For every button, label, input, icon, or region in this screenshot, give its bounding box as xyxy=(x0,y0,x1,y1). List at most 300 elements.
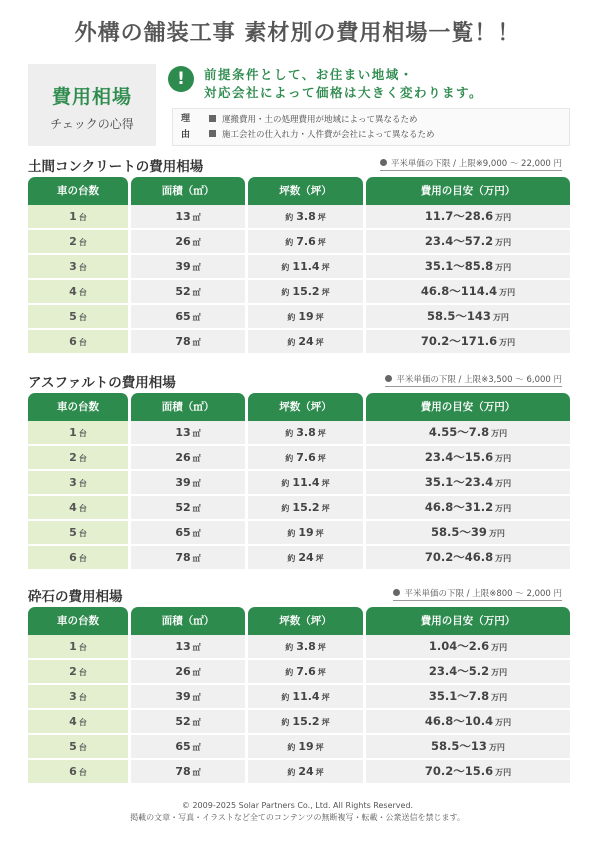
area-unit: ㎡ xyxy=(192,454,201,463)
car-count: 5 xyxy=(69,740,77,753)
reason-panel xyxy=(172,108,570,146)
cost-unit: 万円 xyxy=(495,213,512,222)
bullet-dot-icon xyxy=(380,159,387,166)
approx-prefix: 約 xyxy=(287,743,296,752)
table-row xyxy=(28,496,570,521)
table-cell xyxy=(28,546,128,569)
cost-range: 35.1〜7.8 xyxy=(428,689,490,703)
car-count: 3 xyxy=(69,260,77,273)
car-unit: 台 xyxy=(78,454,87,463)
table-row xyxy=(28,280,570,305)
table-cell xyxy=(28,205,128,228)
tsubo-unit: 坪 xyxy=(321,504,330,513)
table-cell xyxy=(28,635,128,658)
reason-item xyxy=(209,113,435,128)
table-header-cell: 坪数（坪） xyxy=(248,393,363,421)
area-unit: ㎡ xyxy=(192,429,201,438)
tsubo-unit: 坪 xyxy=(321,718,330,727)
table-cell xyxy=(366,446,570,469)
car-unit: 台 xyxy=(78,313,87,322)
table-header-cell: 費用の目安（万円） xyxy=(366,177,570,205)
cost-range: 23.4〜15.6 xyxy=(424,450,494,464)
tsubo-value: 15.2 xyxy=(292,285,320,298)
cost-range: 35.1〜23.4 xyxy=(424,475,494,489)
cost-range: 70.2〜15.6 xyxy=(424,764,494,778)
area-value: 65 xyxy=(175,310,191,323)
reason-text: 施工会社の仕入れ力・人件費が会社によって異なるため xyxy=(222,130,435,140)
cost-unit: 万円 xyxy=(491,693,508,702)
table-cell xyxy=(366,660,570,683)
area-unit: ㎡ xyxy=(192,718,201,727)
tsubo-unit: 坪 xyxy=(315,768,324,777)
table-cell xyxy=(131,471,245,494)
area-value: 26 xyxy=(175,235,191,248)
cost-unit: 万円 xyxy=(492,313,509,322)
table-cell xyxy=(131,660,245,683)
car-count: 6 xyxy=(69,765,77,778)
cost-unit: 万円 xyxy=(495,504,512,513)
car-unit: 台 xyxy=(78,554,87,563)
tsubo-unit: 坪 xyxy=(315,554,324,563)
approx-prefix: 約 xyxy=(285,454,294,463)
table-row xyxy=(28,471,570,496)
area-unit: ㎡ xyxy=(192,668,201,677)
table-cell xyxy=(131,446,245,469)
table-row xyxy=(28,205,570,230)
table-header-row xyxy=(28,177,570,205)
table-cell xyxy=(248,446,363,469)
table-cell xyxy=(131,710,245,733)
table-row xyxy=(28,521,570,546)
price-table xyxy=(28,393,570,571)
tsubo-value: 3.8 xyxy=(296,640,316,653)
tsubo-value: 19 xyxy=(298,740,314,753)
approx-prefix: 約 xyxy=(285,668,294,677)
intro-heading-line: 前提条件として、お住まい地域・ xyxy=(204,67,414,82)
cost-unit: 万円 xyxy=(499,288,516,297)
unit-price-note-text: 平米単価の下限 / 上限※9,000 〜 22,000 円 xyxy=(390,159,562,169)
tsubo-value: 24 xyxy=(298,765,314,778)
car-count: 5 xyxy=(69,310,77,323)
area-value: 39 xyxy=(175,690,191,703)
table-cell xyxy=(366,685,570,708)
table-row xyxy=(28,760,570,785)
approx-prefix: 約 xyxy=(281,288,290,297)
area-unit: ㎡ xyxy=(192,313,201,322)
approx-prefix: 約 xyxy=(281,479,290,488)
area-unit: ㎡ xyxy=(192,263,201,272)
car-unit: 台 xyxy=(78,263,87,272)
area-value: 65 xyxy=(175,526,191,539)
area-unit: ㎡ xyxy=(192,479,201,488)
bullet-dot-icon xyxy=(385,375,392,382)
car-unit: 台 xyxy=(78,643,87,652)
tsubo-value: 19 xyxy=(298,310,314,323)
car-count: 2 xyxy=(69,235,77,248)
area-value: 26 xyxy=(175,665,191,678)
tsubo-value: 11.4 xyxy=(292,260,320,273)
table-header-row xyxy=(28,607,570,635)
section-title: アスファルトの費用相場 xyxy=(28,375,176,391)
table-cell xyxy=(248,330,363,353)
table-cell xyxy=(366,230,570,253)
unit-price-note xyxy=(380,157,562,171)
approx-prefix: 約 xyxy=(281,693,290,702)
table-cell xyxy=(28,330,128,353)
area-unit: ㎡ xyxy=(192,238,201,247)
intro-badge xyxy=(28,64,156,146)
table-cell xyxy=(131,305,245,328)
approx-prefix: 約 xyxy=(287,554,296,563)
copyright: © 2009-2025 Solar Partners Co., Ltd. All Rights Reserved. xyxy=(181,801,414,810)
car-count: 3 xyxy=(69,476,77,489)
tsubo-unit: 坪 xyxy=(321,693,330,702)
cost-unit: 万円 xyxy=(488,529,505,538)
cost-unit: 万円 xyxy=(495,454,512,463)
cost-range: 46.8〜114.4 xyxy=(420,284,498,298)
table-cell xyxy=(28,230,128,253)
tsubo-value: 3.8 xyxy=(296,426,316,439)
area-value: 52 xyxy=(175,501,191,514)
table-row xyxy=(28,735,570,760)
table-cell xyxy=(366,255,570,278)
table-cell xyxy=(131,255,245,278)
cost-range: 70.2〜46.8 xyxy=(424,550,494,564)
table-header-cell: 坪数（坪） xyxy=(248,177,363,205)
cost-range: 58.5〜143 xyxy=(427,309,491,323)
approx-prefix: 約 xyxy=(287,313,296,322)
area-value: 39 xyxy=(175,260,191,273)
car-unit: 台 xyxy=(78,718,87,727)
unit-price-note xyxy=(393,587,562,601)
tsubo-value: 24 xyxy=(298,335,314,348)
car-count: 2 xyxy=(69,665,77,678)
car-unit: 台 xyxy=(78,668,87,677)
table-cell xyxy=(248,760,363,783)
tsubo-value: 15.2 xyxy=(292,501,320,514)
cost-range: 46.8〜10.4 xyxy=(424,714,494,728)
approx-prefix: 約 xyxy=(285,213,294,222)
table-row xyxy=(28,710,570,735)
table-header-cell: 費用の目安（万円） xyxy=(366,393,570,421)
unit-price-note-text: 平米単価の下限 / 上限※3,500 〜 6,000 円 xyxy=(396,375,562,385)
table-row xyxy=(28,446,570,471)
tsubo-value: 7.6 xyxy=(296,235,316,248)
car-unit: 台 xyxy=(78,504,87,513)
area-unit: ㎡ xyxy=(192,338,201,347)
tsubo-value: 3.8 xyxy=(296,210,316,223)
footer xyxy=(0,800,595,824)
table-row xyxy=(28,660,570,685)
table-cell xyxy=(366,521,570,544)
area-value: 26 xyxy=(175,451,191,464)
car-count: 4 xyxy=(69,501,77,514)
table-cell xyxy=(248,471,363,494)
table-cell xyxy=(248,230,363,253)
intro-heading-line: 対応会社によって価格は大きく変わります。 xyxy=(204,85,484,100)
cost-unit: 万円 xyxy=(495,768,512,777)
approx-prefix: 約 xyxy=(285,429,294,438)
table-cell xyxy=(28,305,128,328)
price-table xyxy=(28,177,570,355)
table-cell xyxy=(248,660,363,683)
table-cell xyxy=(248,280,363,303)
table-cell xyxy=(366,635,570,658)
area-unit: ㎡ xyxy=(192,554,201,563)
table-cell xyxy=(131,280,245,303)
cost-unit: 万円 xyxy=(495,479,512,488)
tsubo-unit: 坪 xyxy=(317,668,326,677)
car-unit: 台 xyxy=(78,238,87,247)
table-header-cell: 面積（㎡） xyxy=(131,393,245,421)
car-unit: 台 xyxy=(78,529,87,538)
car-count: 6 xyxy=(69,335,77,348)
table-cell xyxy=(366,710,570,733)
table-cell xyxy=(366,471,570,494)
table-cell xyxy=(248,305,363,328)
table-cell xyxy=(131,521,245,544)
area-unit: ㎡ xyxy=(192,693,201,702)
table-cell xyxy=(248,255,363,278)
table-cell xyxy=(28,471,128,494)
table-cell xyxy=(28,660,128,683)
table-cell xyxy=(366,735,570,758)
table-row xyxy=(28,255,570,280)
cost-unit: 万円 xyxy=(491,668,508,677)
table-header-cell: 面積（㎡） xyxy=(131,177,245,205)
car-unit: 台 xyxy=(78,693,87,702)
area-unit: ㎡ xyxy=(192,504,201,513)
unit-price-note-text: 平米単価の下限 / 上限※800 〜 2,000 円 xyxy=(404,589,562,599)
cost-range: 4.55〜7.8 xyxy=(428,425,490,439)
table-cell xyxy=(28,521,128,544)
table-cell xyxy=(131,685,245,708)
area-value: 78 xyxy=(175,765,191,778)
table-cell xyxy=(131,496,245,519)
table-header-cell: 車の台数 xyxy=(28,607,128,635)
area-unit: ㎡ xyxy=(192,288,201,297)
table-cell xyxy=(248,546,363,569)
tsubo-unit: 坪 xyxy=(321,479,330,488)
table-row xyxy=(28,421,570,446)
price-table xyxy=(28,607,570,785)
square-bullet-icon xyxy=(209,115,216,122)
car-unit: 台 xyxy=(78,429,87,438)
approx-prefix: 約 xyxy=(285,643,294,652)
intro-badge-subtitle: チェックの心得 xyxy=(50,117,134,131)
area-value: 39 xyxy=(175,476,191,489)
cost-unit: 万円 xyxy=(495,718,512,727)
table-cell xyxy=(28,421,128,444)
area-value: 78 xyxy=(175,551,191,564)
tsubo-unit: 坪 xyxy=(317,643,326,652)
unit-price-note xyxy=(385,373,562,387)
approx-prefix: 約 xyxy=(281,718,290,727)
table-header-row xyxy=(28,393,570,421)
copy-notice: 掲載の文章・写真・イラストなど全てのコンテンツの無断複写・転載・公衆送信を禁じます。 xyxy=(130,813,465,822)
area-value: 52 xyxy=(175,285,191,298)
table-cell xyxy=(28,760,128,783)
tsubo-unit: 坪 xyxy=(317,454,326,463)
tsubo-unit: 坪 xyxy=(315,529,324,538)
tsubo-value: 7.6 xyxy=(296,451,316,464)
tsubo-unit: 坪 xyxy=(317,238,326,247)
car-count: 4 xyxy=(69,285,77,298)
area-value: 13 xyxy=(175,640,191,653)
table-cell xyxy=(131,230,245,253)
table-cell xyxy=(248,735,363,758)
tsubo-unit: 坪 xyxy=(321,263,330,272)
table-header-cell: 面積（㎡） xyxy=(131,607,245,635)
car-unit: 台 xyxy=(78,768,87,777)
cost-range: 35.1〜85.8 xyxy=(424,259,494,273)
tsubo-value: 15.2 xyxy=(292,715,320,728)
cost-unit: 万円 xyxy=(488,743,505,752)
tsubo-value: 7.6 xyxy=(296,665,316,678)
reason-item xyxy=(209,128,435,143)
table-cell xyxy=(248,710,363,733)
approx-prefix: 約 xyxy=(287,338,296,347)
table-cell xyxy=(248,635,363,658)
table-cell xyxy=(131,546,245,569)
table-cell xyxy=(366,546,570,569)
area-value: 13 xyxy=(175,426,191,439)
table-cell xyxy=(28,710,128,733)
tsubo-value: 11.4 xyxy=(292,690,320,703)
car-unit: 台 xyxy=(78,288,87,297)
table-cell xyxy=(366,760,570,783)
table-cell xyxy=(366,205,570,228)
area-unit: ㎡ xyxy=(192,768,201,777)
approx-prefix: 約 xyxy=(287,529,296,538)
table-cell xyxy=(131,760,245,783)
table-cell xyxy=(131,635,245,658)
table-row xyxy=(28,330,570,355)
page-title: 外構の舗装工事 素材別の費用相場一覧！！ xyxy=(74,21,521,46)
car-count: 5 xyxy=(69,526,77,539)
table-row xyxy=(28,305,570,330)
car-count: 1 xyxy=(69,210,77,223)
table-header-cell: 車の台数 xyxy=(28,393,128,421)
tsubo-unit: 坪 xyxy=(315,743,324,752)
table-cell xyxy=(248,521,363,544)
approx-prefix: 約 xyxy=(281,504,290,513)
area-value: 78 xyxy=(175,335,191,348)
cost-unit: 万円 xyxy=(495,554,512,563)
table-cell xyxy=(131,421,245,444)
table-cell xyxy=(366,421,570,444)
approx-prefix: 約 xyxy=(285,238,294,247)
section-title: 砕石の費用相場 xyxy=(28,589,123,605)
intro-badge-title: 費用相場 xyxy=(51,86,132,108)
table-cell xyxy=(366,496,570,519)
tsubo-unit: 坪 xyxy=(317,213,326,222)
table-cell xyxy=(28,280,128,303)
table-cell xyxy=(28,496,128,519)
table-row xyxy=(28,546,570,571)
area-unit: ㎡ xyxy=(192,643,201,652)
tsubo-value: 19 xyxy=(298,526,314,539)
table-header-cell: 車の台数 xyxy=(28,177,128,205)
car-count: 1 xyxy=(69,426,77,439)
table-cell xyxy=(28,255,128,278)
tsubo-unit: 坪 xyxy=(317,429,326,438)
tsubo-unit: 坪 xyxy=(315,313,324,322)
table-row xyxy=(28,635,570,660)
cost-unit: 万円 xyxy=(495,263,512,272)
cost-range: 70.2〜171.6 xyxy=(420,334,498,348)
table-cell xyxy=(248,205,363,228)
table-cell xyxy=(131,205,245,228)
bullet-dot-icon xyxy=(393,589,400,596)
area-unit: ㎡ xyxy=(192,529,201,538)
table-cell xyxy=(28,446,128,469)
cost-range: 1.04〜2.6 xyxy=(428,639,490,653)
cost-range: 46.8〜31.2 xyxy=(424,500,494,514)
tsubo-value: 11.4 xyxy=(292,476,320,489)
table-cell xyxy=(131,330,245,353)
car-count: 4 xyxy=(69,715,77,728)
car-unit: 台 xyxy=(78,338,87,347)
table-cell xyxy=(28,685,128,708)
area-value: 13 xyxy=(175,210,191,223)
table-row xyxy=(28,685,570,710)
table-cell xyxy=(366,330,570,353)
area-unit: ㎡ xyxy=(192,743,201,752)
table-cell xyxy=(131,735,245,758)
reason-text: 運搬費用・土の処理費用が地域によって異なるため xyxy=(222,115,418,125)
cost-unit: 万円 xyxy=(491,429,508,438)
table-cell xyxy=(366,305,570,328)
car-unit: 台 xyxy=(78,213,87,222)
car-count: 3 xyxy=(69,690,77,703)
square-bullet-icon xyxy=(209,130,216,137)
cost-range: 11.7〜28.6 xyxy=(424,209,494,223)
cost-unit: 万円 xyxy=(491,643,508,652)
tsubo-value: 24 xyxy=(298,551,314,564)
cost-range: 23.4〜57.2 xyxy=(424,234,494,248)
table-cell xyxy=(248,421,363,444)
intro-heading xyxy=(204,66,483,102)
reason-list xyxy=(209,113,435,143)
table-header-cell: 坪数（坪） xyxy=(248,607,363,635)
car-count: 1 xyxy=(69,640,77,653)
area-value: 52 xyxy=(175,715,191,728)
car-unit: 台 xyxy=(78,479,87,488)
exclamation-icon: ! xyxy=(168,66,194,92)
table-cell xyxy=(248,685,363,708)
cost-unit: 万円 xyxy=(495,238,512,247)
cost-range: 23.4〜5.2 xyxy=(428,664,490,678)
table-row xyxy=(28,230,570,255)
cost-range: 58.5〜13 xyxy=(431,739,487,753)
table-cell xyxy=(28,735,128,758)
intro-panel xyxy=(28,64,570,146)
tsubo-unit: 坪 xyxy=(321,288,330,297)
table-cell xyxy=(366,280,570,303)
approx-prefix: 約 xyxy=(287,768,296,777)
cost-range: 58.5〜39 xyxy=(431,525,487,539)
car-unit: 台 xyxy=(78,743,87,752)
area-unit: ㎡ xyxy=(192,213,201,222)
car-count: 2 xyxy=(69,451,77,464)
table-cell xyxy=(248,496,363,519)
tsubo-unit: 坪 xyxy=(315,338,324,347)
cost-unit: 万円 xyxy=(499,338,516,347)
approx-prefix: 約 xyxy=(281,263,290,272)
reason-label: 理由 xyxy=(181,114,191,140)
section-title: 土間コンクリートの費用相場 xyxy=(28,159,204,175)
